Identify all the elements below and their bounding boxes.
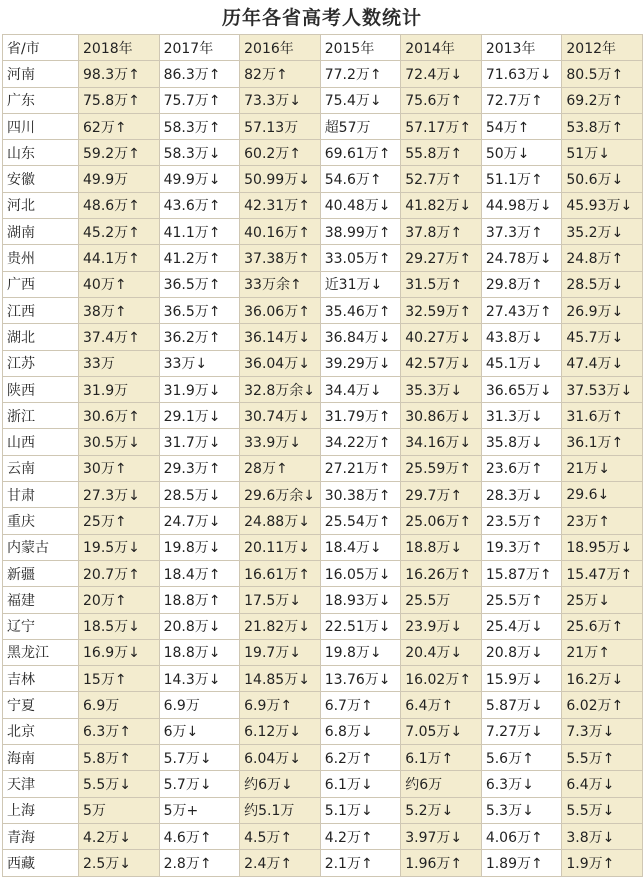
count-cell: 29.1万↓ (159, 403, 240, 429)
count-cell: 43.8万↓ (481, 324, 562, 350)
count-cell: 36.14万↓ (240, 324, 321, 350)
count-cell: 31.7万↓ (159, 429, 240, 455)
table-row (3, 324, 643, 350)
province-cell: 天津 (3, 771, 79, 797)
province-cell: 上海 (3, 797, 79, 823)
count-cell: 6.9万↑ (240, 692, 321, 718)
count-cell: 25.4万↓ (481, 613, 562, 639)
count-cell: 77.2万↑ (320, 61, 401, 87)
count-cell: 13.76万↓ (320, 666, 401, 692)
count-cell: 27.3万↓ (79, 482, 160, 508)
count-cell: 23.5万↑ (481, 508, 562, 534)
count-cell: 26.9万↓ (562, 297, 643, 323)
table-row (3, 429, 643, 455)
count-cell: 16.02万↑ (401, 666, 482, 692)
count-cell: 75.4万↓ (320, 87, 401, 113)
count-cell: 6.8万↓ (320, 718, 401, 744)
count-cell: 20.4万↓ (401, 639, 482, 665)
count-cell: 25万↑ (79, 508, 160, 534)
count-cell: 28.5万↓ (159, 482, 240, 508)
table-row (3, 508, 643, 534)
count-cell: 24.7万↓ (159, 508, 240, 534)
province-cell: 贵州 (3, 245, 79, 271)
count-cell: 75.6万↑ (401, 87, 482, 113)
province-cell: 广东 (3, 87, 79, 113)
province-cell: 江苏 (3, 350, 79, 376)
count-cell: 36.06万↑ (240, 297, 321, 323)
count-cell: 19.8万↓ (320, 639, 401, 665)
count-cell: 34.16万↓ (401, 429, 482, 455)
count-cell: 1.89万↑ (481, 850, 562, 876)
count-cell: 39.29万↓ (320, 350, 401, 376)
count-cell: 47.4万↓ (562, 350, 643, 376)
province-cell: 西藏 (3, 850, 79, 876)
count-cell: 30.38万↑ (320, 482, 401, 508)
province-cell: 广西 (3, 271, 79, 297)
table-row (3, 350, 643, 376)
count-cell: 28万↑ (240, 455, 321, 481)
count-cell: 23.9万↓ (401, 613, 482, 639)
count-cell: 19.5万↓ (79, 534, 160, 560)
count-cell: 21.82万↓ (240, 613, 321, 639)
province-cell: 江西 (3, 297, 79, 323)
province-cell: 河南 (3, 61, 79, 87)
count-cell: 20.8万↓ (481, 639, 562, 665)
count-cell: 5.1万↓ (320, 797, 401, 823)
count-cell: 72.4万↓ (401, 61, 482, 87)
table-row (3, 455, 643, 481)
table-row (3, 271, 643, 297)
table-row (3, 587, 643, 613)
count-cell: 约6万 (401, 771, 482, 797)
count-cell: 40.27万↓ (401, 324, 482, 350)
count-cell: 30.86万↓ (401, 403, 482, 429)
count-cell: 34.4万↓ (320, 376, 401, 402)
count-cell: 5万 (79, 797, 160, 823)
table-row (3, 192, 643, 218)
count-cell: 75.7万↑ (159, 87, 240, 113)
count-cell: 31.9万↓ (159, 376, 240, 402)
count-cell: 30.6万↑ (79, 403, 160, 429)
count-cell: 25.5万↑ (481, 587, 562, 613)
count-cell: 29.7万↑ (401, 482, 482, 508)
count-cell: 42.57万↓ (401, 350, 482, 376)
count-cell: 19.8万↓ (159, 534, 240, 560)
table-row (3, 87, 643, 113)
province-cell: 宁夏 (3, 692, 79, 718)
count-cell: 37.53万↓ (562, 376, 643, 402)
count-cell: 33万 (79, 350, 160, 376)
table-row (3, 560, 643, 586)
count-cell: 16.61万↑ (240, 560, 321, 586)
table-row (3, 797, 643, 823)
count-cell: 44.98万↓ (481, 192, 562, 218)
count-cell: 20.8万↓ (159, 613, 240, 639)
count-cell: 51.1万↑ (481, 166, 562, 192)
count-cell: 25万↓ (562, 587, 643, 613)
count-cell: 33.05万↑ (320, 245, 401, 271)
count-cell: 69.2万↑ (562, 87, 643, 113)
count-cell: 44.1万↑ (79, 245, 160, 271)
count-cell: 5.5万↓ (562, 797, 643, 823)
count-cell: 69.61万↑ (320, 140, 401, 166)
count-cell: 50.6万↓ (562, 166, 643, 192)
count-cell: 41.2万↑ (159, 245, 240, 271)
table-row (3, 771, 643, 797)
province-cell: 湖南 (3, 219, 79, 245)
count-cell: 21万↓ (562, 455, 643, 481)
count-cell: 5.2万↓ (401, 797, 482, 823)
count-cell: 86.3万↑ (159, 61, 240, 87)
count-cell: 31.3万↓ (481, 403, 562, 429)
count-cell: 35.46万↑ (320, 297, 401, 323)
province-cell: 山东 (3, 140, 79, 166)
table-row (3, 219, 643, 245)
count-cell: 21万↑ (562, 639, 643, 665)
table-row (3, 613, 643, 639)
province-cell: 湖北 (3, 324, 79, 350)
count-cell: 98.3万↑ (79, 61, 160, 87)
province-cell: 青海 (3, 823, 79, 849)
count-cell: 32.59万↑ (401, 297, 482, 323)
count-cell: 27.21万↑ (320, 455, 401, 481)
count-cell: 18.8万↓ (159, 639, 240, 665)
count-cell: 72.7万↑ (481, 87, 562, 113)
header-year-7: 2012年 (562, 35, 643, 61)
count-cell: 50.99万↓ (240, 166, 321, 192)
count-cell: 25.06万↑ (401, 508, 482, 534)
header-province: 省/市 (3, 35, 79, 61)
count-cell: 5.6万↑ (481, 745, 562, 771)
table-row (3, 297, 643, 323)
count-cell: 2.4万↑ (240, 850, 321, 876)
count-cell: 41.82万↓ (401, 192, 482, 218)
count-cell: 15.47万↑ (562, 560, 643, 586)
count-cell: 3.8万↓ (562, 823, 643, 849)
count-cell: 18.5万↓ (79, 613, 160, 639)
header-year-6: 2013年 (481, 35, 562, 61)
count-cell: 15万↑ (79, 666, 160, 692)
count-cell: 45.7万↓ (562, 324, 643, 350)
count-cell: 29.27万↑ (401, 245, 482, 271)
count-cell: 35.3万↓ (401, 376, 482, 402)
count-cell: 40.48万↓ (320, 192, 401, 218)
count-cell: 5.7万↓ (159, 745, 240, 771)
count-cell: 7.27万↓ (481, 718, 562, 744)
count-cell: 5.87万↓ (481, 692, 562, 718)
count-cell: 80.5万↑ (562, 61, 643, 87)
count-cell: 75.8万↑ (79, 87, 160, 113)
count-cell: 40.16万↑ (240, 219, 321, 245)
count-cell: 6.1万↓ (320, 771, 401, 797)
count-cell: 2.8万↑ (159, 850, 240, 876)
count-cell: 29.3万↑ (159, 455, 240, 481)
count-cell: 6.9万 (159, 692, 240, 718)
count-cell: 36.65万↓ (481, 376, 562, 402)
count-cell: 6.3万↓ (481, 771, 562, 797)
table-row (3, 534, 643, 560)
count-cell: 38.99万↑ (320, 219, 401, 245)
province-cell: 吉林 (3, 666, 79, 692)
count-cell: 4.2万↓ (79, 823, 160, 849)
count-cell: 58.3万↓ (159, 140, 240, 166)
count-cell: 37.3万↑ (481, 219, 562, 245)
count-cell: 36.04万↓ (240, 350, 321, 376)
table-body (3, 61, 643, 876)
count-cell: 73.3万↓ (240, 87, 321, 113)
table-row (3, 639, 643, 665)
count-cell: 48.6万↑ (79, 192, 160, 218)
count-cell: 29.6万余↓ (240, 482, 321, 508)
exam-stats-table (2, 34, 643, 877)
count-cell: 43.6万↑ (159, 192, 240, 218)
count-cell: 31.5万↑ (401, 271, 482, 297)
count-cell: 6.2万↑ (320, 745, 401, 771)
header-year-3: 2016年 (240, 35, 321, 61)
count-cell: 35.2万↓ (562, 219, 643, 245)
count-cell: 6.1万↑ (401, 745, 482, 771)
count-cell: 37.8万↑ (401, 219, 482, 245)
count-cell: 30.5万↓ (79, 429, 160, 455)
count-cell: 7.05万↓ (401, 718, 482, 744)
count-cell: 25.54万↑ (320, 508, 401, 534)
count-cell: 15.9万↓ (481, 666, 562, 692)
count-cell: 18.8万↑ (159, 587, 240, 613)
count-cell: 16.2万↓ (562, 666, 643, 692)
count-cell: 18.95万↓ (562, 534, 643, 560)
count-cell: 33.9万↓ (240, 429, 321, 455)
count-cell: 50万↓ (481, 140, 562, 166)
table-row (3, 718, 643, 744)
province-cell: 北京 (3, 718, 79, 744)
table-row (3, 61, 643, 87)
count-cell: 18.4万↓ (320, 534, 401, 560)
count-cell: 52.7万↑ (401, 166, 482, 192)
table-row (3, 376, 643, 402)
count-cell: 约6万↓ (240, 771, 321, 797)
count-cell: 6.12万↓ (240, 718, 321, 744)
province-cell: 河北 (3, 192, 79, 218)
count-cell: 31.79万↑ (320, 403, 401, 429)
province-cell: 重庆 (3, 508, 79, 534)
count-cell: 14.3万↓ (159, 666, 240, 692)
count-cell: 20.11万↓ (240, 534, 321, 560)
count-cell: 29.6↓ (562, 482, 643, 508)
count-cell: 55.8万↑ (401, 140, 482, 166)
table-row (3, 245, 643, 271)
count-cell: 36.1万↑ (562, 429, 643, 455)
count-cell: 25.59万↑ (401, 455, 482, 481)
count-cell: 57.13万 (240, 113, 321, 139)
count-cell: 32.8万余↓ (240, 376, 321, 402)
count-cell: 5.7万↓ (159, 771, 240, 797)
header-year-5: 2014年 (401, 35, 482, 61)
count-cell: 37.38万↑ (240, 245, 321, 271)
table-row (3, 482, 643, 508)
count-cell: 45.1万↓ (481, 350, 562, 376)
count-cell: 36.5万↑ (159, 297, 240, 323)
header-year-1: 2018年 (79, 35, 160, 61)
province-cell: 辽宁 (3, 613, 79, 639)
count-cell: 58.3万↑ (159, 113, 240, 139)
province-cell: 浙江 (3, 403, 79, 429)
province-cell: 内蒙古 (3, 534, 79, 560)
count-cell: 25.5万 (401, 587, 482, 613)
count-cell: 28.5万↓ (562, 271, 643, 297)
count-cell: 4.06万↑ (481, 823, 562, 849)
province-cell: 安徽 (3, 166, 79, 192)
count-cell: 16.26万↑ (401, 560, 482, 586)
count-cell: 5.8万↑ (79, 745, 160, 771)
table-header-row (3, 35, 643, 61)
page-title: 历年各省高考人数统计 (221, 7, 422, 29)
count-cell: 35.8万↓ (481, 429, 562, 455)
count-cell: 24.8万↑ (562, 245, 643, 271)
count-cell: 6.3万↑ (79, 718, 160, 744)
header-year-4: 2015年 (320, 35, 401, 61)
province-cell: 四川 (3, 113, 79, 139)
count-cell: 3.97万↓ (401, 823, 482, 849)
count-cell: 16.05万↓ (320, 560, 401, 586)
count-cell: 6.4万↓ (562, 771, 643, 797)
count-cell: 23万↑ (562, 508, 643, 534)
count-cell: 29.8万↑ (481, 271, 562, 297)
count-cell: 1.9万↑ (562, 850, 643, 876)
count-cell: 18.8万↓ (401, 534, 482, 560)
count-cell: 54万↑ (481, 113, 562, 139)
count-cell: 28.3万↓ (481, 482, 562, 508)
table-row (3, 140, 643, 166)
count-cell: 37.4万↑ (79, 324, 160, 350)
count-cell: 6.7万↑ (320, 692, 401, 718)
count-cell: 19.7万↓ (240, 639, 321, 665)
count-cell: 6.02万↑ (562, 692, 643, 718)
count-cell: 33万余↑ (240, 271, 321, 297)
province-cell: 陕西 (3, 376, 79, 402)
count-cell: 6.9万 (79, 692, 160, 718)
count-cell: 24.78万↓ (481, 245, 562, 271)
count-cell: 33万↓ (159, 350, 240, 376)
count-cell: 17.5万↓ (240, 587, 321, 613)
table-row (3, 403, 643, 429)
count-cell: 30万↑ (79, 455, 160, 481)
count-cell: 1.96万↑ (401, 850, 482, 876)
count-cell: 4.6万↑ (159, 823, 240, 849)
count-cell: 45.93万↓ (562, 192, 643, 218)
table-row (3, 692, 643, 718)
count-cell: 27.43万↑ (481, 297, 562, 323)
count-cell: 62万↑ (79, 113, 160, 139)
table-row (3, 823, 643, 849)
count-cell: 60.2万↑ (240, 140, 321, 166)
count-cell: 2.5万↓ (79, 850, 160, 876)
count-cell: 25.6万↑ (562, 613, 643, 639)
count-cell: 19.3万↑ (481, 534, 562, 560)
count-cell: 5万+ (159, 797, 240, 823)
count-cell: 36.5万↑ (159, 271, 240, 297)
count-cell: 约5.1万 (240, 797, 321, 823)
province-cell: 云南 (3, 455, 79, 481)
count-cell: 38万↑ (79, 297, 160, 323)
count-cell: 42.31万↑ (240, 192, 321, 218)
count-cell: 6.4万↑ (401, 692, 482, 718)
count-cell: 5.3万↓ (481, 797, 562, 823)
count-cell: 82万↑ (240, 61, 321, 87)
count-cell: 71.63万↓ (481, 61, 562, 87)
province-cell: 甘肃 (3, 482, 79, 508)
count-cell: 30.74万↓ (240, 403, 321, 429)
count-cell: 6万↓ (159, 718, 240, 744)
province-cell: 山西 (3, 429, 79, 455)
count-cell: 2.1万↑ (320, 850, 401, 876)
count-cell: 59.2万↑ (79, 140, 160, 166)
count-cell: 45.2万↑ (79, 219, 160, 245)
count-cell: 6.04万↓ (240, 745, 321, 771)
province-cell: 黑龙江 (3, 639, 79, 665)
table-row (3, 113, 643, 139)
count-cell: 41.1万↑ (159, 219, 240, 245)
count-cell: 24.88万↓ (240, 508, 321, 534)
count-cell: 16.9万↓ (79, 639, 160, 665)
header-year-2: 2017年 (159, 35, 240, 61)
province-cell: 福建 (3, 587, 79, 613)
table-row (3, 745, 643, 771)
count-cell: 36.2万↑ (159, 324, 240, 350)
table-row (3, 666, 643, 692)
province-cell: 新疆 (3, 560, 79, 586)
table-row (3, 850, 643, 876)
count-cell: 15.87万↑ (481, 560, 562, 586)
count-cell: 51万↓ (562, 140, 643, 166)
count-cell: 20万↑ (79, 587, 160, 613)
count-cell: 31.9万 (79, 376, 160, 402)
count-cell: 31.6万↑ (562, 403, 643, 429)
count-cell: 7.3万↓ (562, 718, 643, 744)
count-cell: 14.85万↓ (240, 666, 321, 692)
province-cell: 海南 (3, 745, 79, 771)
count-cell: 近31万↓ (320, 271, 401, 297)
count-cell: 5.5万↑ (562, 745, 643, 771)
count-cell: 57.17万↑ (401, 113, 482, 139)
count-cell: 34.22万↑ (320, 429, 401, 455)
count-cell: 18.4万↑ (159, 560, 240, 586)
count-cell: 36.84万↓ (320, 324, 401, 350)
count-cell: 22.51万↓ (320, 613, 401, 639)
count-cell: 超57万 (320, 113, 401, 139)
count-cell: 23.6万↑ (481, 455, 562, 481)
count-cell: 18.93万↓ (320, 587, 401, 613)
count-cell: 49.9万↓ (159, 166, 240, 192)
table-row (3, 166, 643, 192)
count-cell: 20.7万↑ (79, 560, 160, 586)
count-cell: 4.5万↑ (240, 823, 321, 849)
count-cell: 53.8万↑ (562, 113, 643, 139)
count-cell: 5.5万↓ (79, 771, 160, 797)
count-cell: 40万↑ (79, 271, 160, 297)
count-cell: 54.6万↑ (320, 166, 401, 192)
count-cell: 49.9万 (79, 166, 160, 192)
count-cell: 4.2万↑ (320, 823, 401, 849)
